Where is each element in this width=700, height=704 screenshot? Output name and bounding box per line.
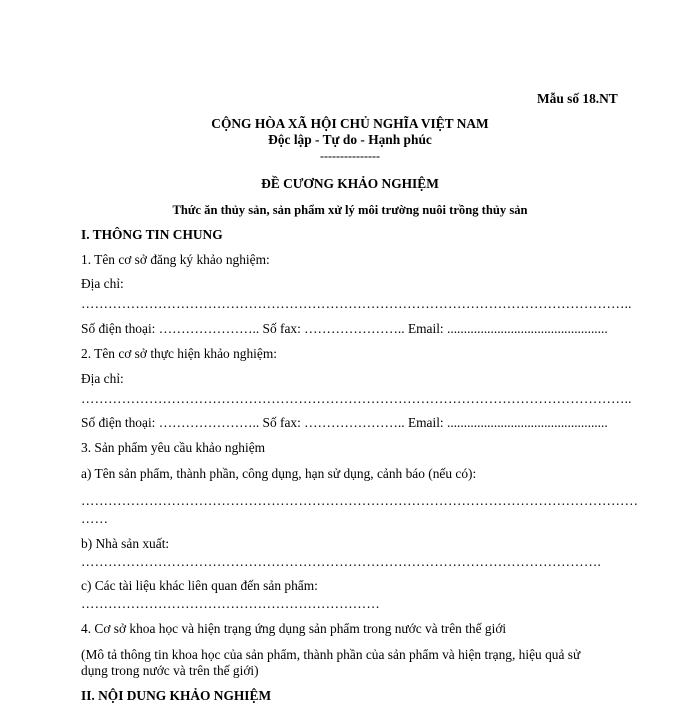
item-1-address-dots: ………………………………………………………………………………………………………….. <box>81 296 632 311</box>
section-2-heading: II. NỘI DUNG KHẢO NGHIỆM <box>81 688 272 703</box>
item-3a-dots-1: …………………………………………………………………………………………………………… <box>81 493 639 508</box>
item-1-label: 1. Tên cơ sở đăng ký khảo nghiệm: <box>81 252 270 267</box>
nation-header: CỘNG HÒA XÃ HỘI CHỦ NGHĨA VIỆT NAM <box>211 116 489 131</box>
item-2-address-dots: ………………………………………………………………………………………………………….. <box>81 391 632 406</box>
item-2-address-label: Địa chỉ: <box>81 371 124 386</box>
document-subtitle: Thức ăn thủy sản, sản phẩm xử lý môi trường nuôi trồng thủy sản <box>172 203 528 217</box>
item-1-contact-line: Số điện thoại: ………………….. Số fax: ………………….. Email: ................................................ <box>81 321 608 336</box>
item-3c-label: c) Các tài liệu khác liên quan đến sản phẩm: <box>81 578 318 593</box>
item-1-address-label: Địa chỉ: <box>81 276 124 291</box>
item-4-note-line-1: (Mô tả thông tin khoa học của sản phẩm, thành phần của sản phẩm và hiện trạng, hiệu quả sử <box>81 647 581 662</box>
header-divider: --------------- <box>320 149 380 163</box>
section-1-heading: I. THÔNG TIN CHUNG <box>81 227 223 242</box>
document-title: ĐỀ CƯƠNG KHẢO NGHIỆM <box>261 176 439 191</box>
item-3a-dots-2: …… <box>81 511 109 526</box>
item-3a-label: a) Tên sản phẩm, thành phần, công dụng, hạn sử dụng, cảnh báo (nếu có): <box>81 466 477 481</box>
item-4-note-line-2: dụng trong nước và trên thế giới) <box>81 663 259 678</box>
motto: Độc lập - Tự do - Hạnh phúc <box>268 132 432 147</box>
item-3c-dots: ………………………………………………………… <box>81 596 380 611</box>
item-2-label: 2. Tên cơ sở thực hiện khảo nghiệm: <box>81 346 277 361</box>
item-2-contact-line: Số điện thoại: ………………….. Số fax: ………………….. Email: ................................................ <box>81 415 608 430</box>
form-code: Mẫu số 18.NT <box>537 91 618 106</box>
item-3b-label: b) Nhà sản xuất: <box>81 536 170 551</box>
item-4-label: 4. Cơ sở khoa học và hiện trạng ứng dụng sản phẩm trong nước và trên thế giới <box>81 621 507 636</box>
item-3-label: 3. Sản phẩm yêu cầu khảo nghiệm <box>81 440 266 455</box>
item-3b-dots: ……………………………………………………………………………………………………. <box>81 554 601 569</box>
